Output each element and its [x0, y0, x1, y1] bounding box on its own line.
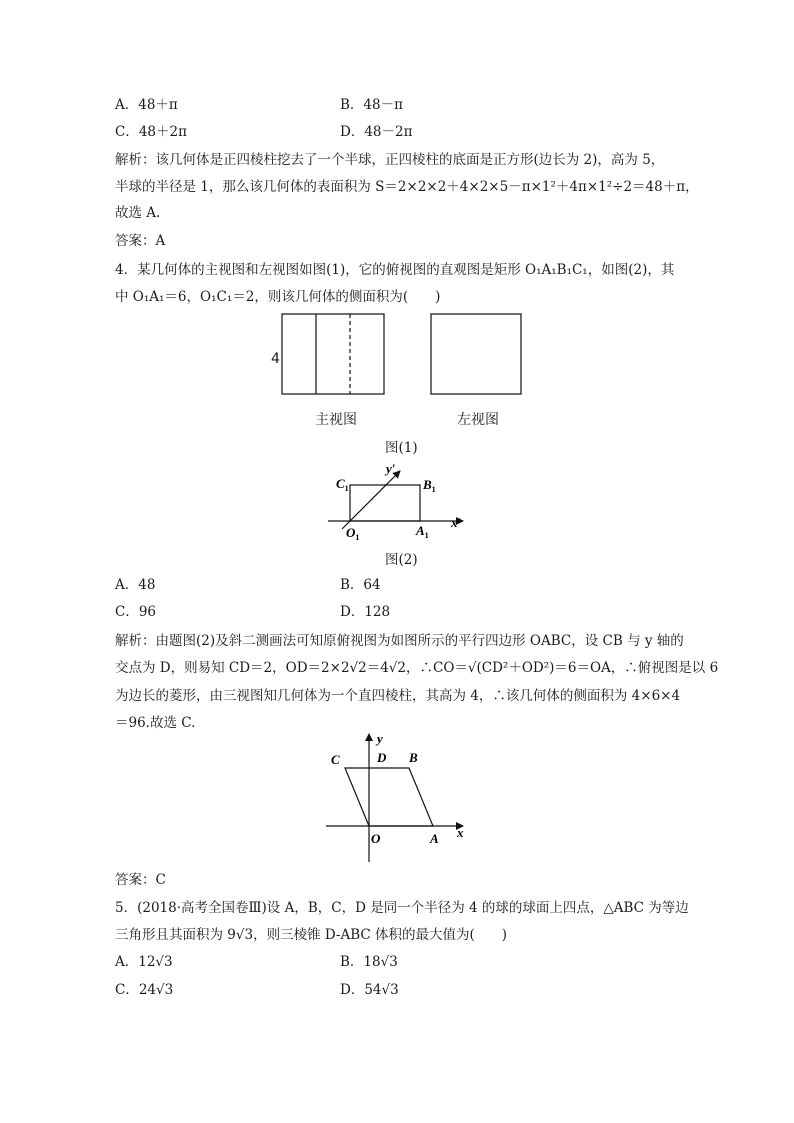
- q4-analysis-line-2: 交点为 D，则易知 CD＝2，OD＝2×2√2＝4√2，∴CO＝√(CD²＋OD²)＝6＝OA，∴俯视图是以 6: [115, 660, 719, 676]
- q5-option-a: A．12√3: [115, 954, 173, 970]
- q5-stem-line-1: 5．(2018·高考全国卷Ⅲ)设 A，B，C，D 是同一个半径为 4 的球的球面上四点，△ABC 为等边: [115, 900, 689, 916]
- q5-option-c: C．24√3: [115, 982, 174, 998]
- q3-analysis-line-3: 故选 A.: [115, 205, 161, 221]
- figure-3-parallelogram: [320, 730, 480, 865]
- label-y: y: [377, 731, 383, 746]
- q4-option-b: B．64: [340, 577, 381, 593]
- q5-option-b: B．18√3: [340, 954, 398, 970]
- q3-option-a: A．48＋π: [115, 97, 178, 113]
- label-b1: $B_1$: [423, 477, 436, 494]
- label-b: B: [409, 750, 418, 765]
- parallelogram-oabc: [345, 768, 433, 826]
- q3-option-c: C．48＋2π: [115, 124, 187, 140]
- label-o1: $O_1$: [346, 525, 360, 542]
- q4-analysis-line-1: 解析：由题图(2)及斜二测画法可知原俯视图为如图所示的平行四边形 OABC，设 CB 与 y 轴的: [115, 633, 684, 649]
- q4-option-c: C．96: [115, 604, 157, 620]
- y-prime-axis: [342, 471, 400, 529]
- fig1-side-view-label: 左视图: [457, 412, 499, 428]
- fig1-height-label: 4: [271, 351, 280, 367]
- q4-analysis-line-3: 为边长的菱形，由三视图知几何体为一个直四棱柱，其高为 4，∴该几何体的侧面积为 4×6×4: [115, 688, 681, 704]
- q3-option-d: D．48－2π: [340, 124, 413, 140]
- q4-option-d: D．128: [340, 604, 391, 620]
- q4-stem-line-2: 中 O₁A₁＝6，O₁C₁＝2，则该几何体的侧面积为( ): [115, 289, 441, 305]
- q4-stem-line-1: 4．某几何体的主视图和左视图如图(1)，它的俯视图的直观图是矩形 O₁A₁B₁C₁，如图(2)，其: [115, 262, 675, 278]
- label-x-prime: x′: [451, 515, 462, 530]
- fig1-caption: 图(1): [385, 440, 418, 456]
- fig1-front-view-label: 主视图: [315, 412, 357, 428]
- side-view-diagram: [431, 314, 521, 394]
- q4-option-a: A．48: [115, 577, 156, 593]
- rectangle-o1a1b1c1: [350, 485, 420, 521]
- label-d: D: [377, 750, 387, 765]
- label-y-prime: y′: [386, 461, 396, 476]
- q4-analysis-line-4: ＝96.故选 C.: [115, 715, 196, 731]
- q3-option-b: B．48－π: [340, 97, 403, 113]
- label-o: O: [371, 831, 381, 846]
- q3-analysis-line-1: 解析：该几何体是正四棱柱挖去了一个半球，正四棱柱的底面是正方形(边长为 2)，高为 5，: [115, 152, 665, 168]
- front-view-diagram: [282, 314, 384, 394]
- label-a: A: [430, 831, 439, 846]
- label-c: C: [331, 752, 340, 767]
- q4-answer: 答案：C: [115, 872, 166, 888]
- label-c1: $C_1$: [336, 476, 349, 493]
- fig2-caption: 图(2): [385, 552, 418, 568]
- q5-stem-line-2: 三角形且其面积为 9√3，则三棱锥 D-ABC 体积的最大值为( ): [115, 927, 508, 943]
- label-x: x: [457, 825, 464, 840]
- q5-option-d: D．54√3: [340, 982, 399, 998]
- label-a1: $A_1$: [416, 523, 429, 540]
- q3-analysis-line-2: 半球的半径是 1，那么该几何体的表面积为 S＝2×2×2＋4×2×5－π×1²＋4π×1²÷2＝48＋π，: [115, 179, 699, 195]
- q3-answer: 答案：A: [115, 233, 166, 249]
- figure-2-intuitive-view: [320, 458, 480, 548]
